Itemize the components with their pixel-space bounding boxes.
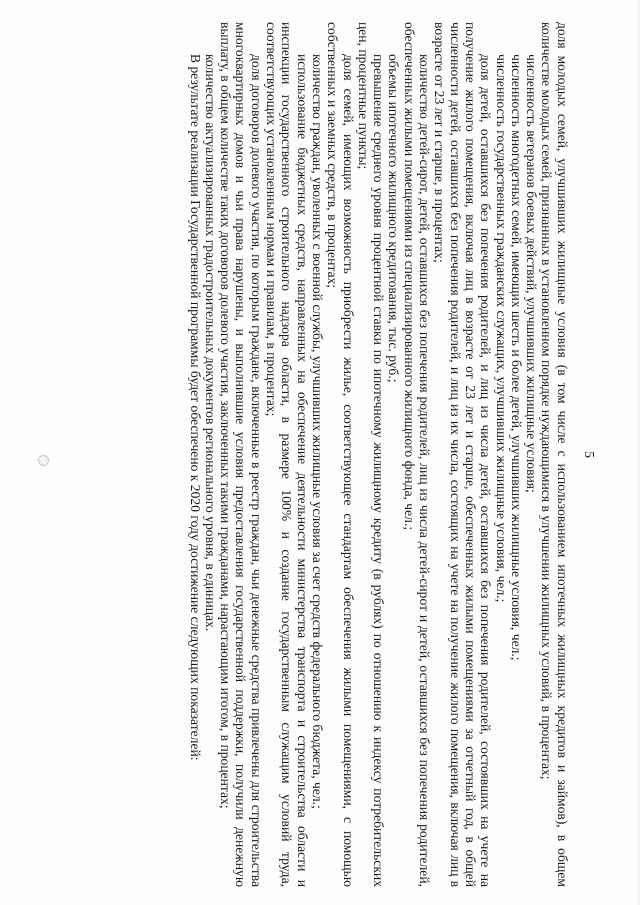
paragraph-orphans-share: доля детей, оставшихся без попечения родителей, и лиц из числа детей, оставшихся без попечения родителей, состоявших на учете на получение жилого помещения, включая лиц в возрасте от 23 лет и старше, обеспеченных жилыми помещениями за отчетный год, в общей численности детей, оставшихся без попечения родителей, и лиц из их числа, состоящих на учете на получение жилого помещения, включая лиц в возрасте от 23 лет и старше, в процентах;	[432, 22, 494, 887]
paragraph-combat-veterans: численность ветеранов боевых действий, улучшивших жилищные условия;	[524, 54, 540, 493]
paragraph-military-retirees: количество граждан, уволенных с военной службы, улучшивших жилищные условия за счет средств федерального бюджета, чел.;	[309, 54, 325, 809]
paragraph-large-families: численность многодетных семей, имеющих шесть и более детей, улучшивших жилищные условия, чел.;	[508, 54, 524, 661]
paragraph-civil-servants: численность государственных гражданских служащих, улучшивших жилищные условия, чел.;	[493, 54, 509, 603]
paragraph-young-families: доля молодых семей, улучшивших жилищные условия (в том числе с использованием ипотечных жилищных кредитов и займов), в общем количестве молодых семей, признанных в установленном порядке нуждающимися в улучшении жилищных условий, в процентах;	[539, 22, 570, 887]
paragraph-interest-rate: превышение среднего уровня процентной ставки по ипотечному жилищному кредиту (в рублях) по отношению к индексу потребительских цен, процентные пункты;	[355, 22, 387, 887]
rotated-text-block	[37, 22, 597, 887]
paragraph-program-results: В результате реализации Государственной программы будет обеспечено к 2020 году достижение следующих показателей:	[187, 54, 203, 761]
paragraph-housing-affordability: доля семей, имеющих возможность приобрести жилье, соответствующее стандартам обеспечения жилыми помещениями, с помощью собственных и заемных средств, в процентах;	[325, 22, 356, 887]
paragraph-urban-planning-docs: количество актуализированных градостроительных документов регионального уровня, в единицах.	[202, 54, 218, 632]
page-edge-shadow	[636, 0, 640, 905]
page-number: 5	[582, 451, 597, 458]
paragraph-orphans-count: количество детей-сирот, детей, оставшихся без попечения родителей, лиц из числа детей-сирот и детей, оставшихся без попечения родителей, обеспеченных жилыми помещениями из специализированного жилищного фонда, чел.;	[401, 22, 433, 887]
paragraph-mortgage-volume: объемы ипотечного жилищного кредитования, тыс. руб.;	[386, 54, 402, 383]
document-text	[187, 22, 597, 887]
paragraph-budget-usage: использование бюджетных средств, направленных на обеспечение деятельности министерства транспорта и строительства области и инспекции государственного строительного надзора области, в размере 100% и создание государственным служащим условий труда, соответствующих установленным нормам и правилам, в процентах;	[264, 22, 310, 887]
paragraph-shared-construction: доля договоров долевого участия, по которым граждане, включенные в реестр граждан, чьи денежные средства привлечены для строительства многоквартирных домов и чьи права нарушены, и выполнившие условия предоставления государственной поддержки, получили денежную выплату, в общем количестве таких договоров долевого участия, заключенных такими гражданами, нарастающим итогом, в процентах;	[218, 22, 264, 887]
